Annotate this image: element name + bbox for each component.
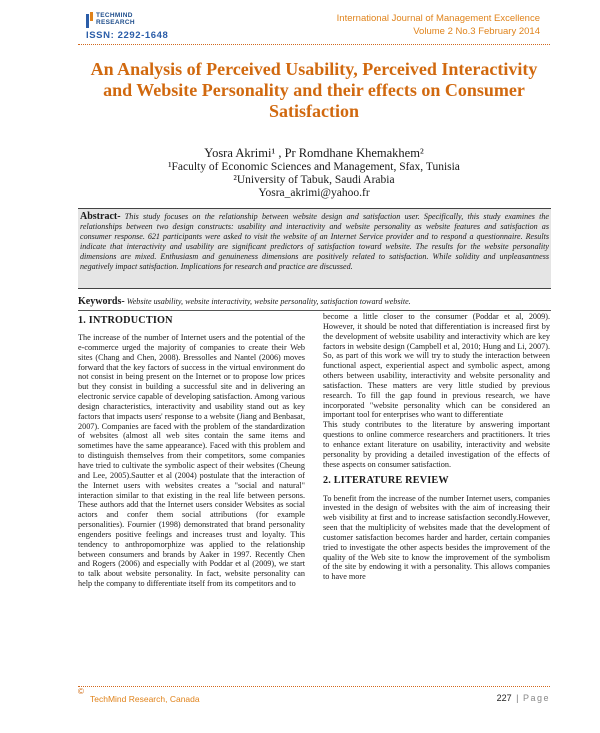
affiliation-1: ¹Faculty of Economic Sciences and Management, Sfax, Tunisia — [168, 161, 460, 173]
abstract-text: This study focuses on the relationship between website design and satisfaction user. Specifically, this study examines the relationships between two design constructs: usability and interactivity and website personality as website features and satisfaction as consumer response. 621 participants were asked to visit the website of an Internet Service provider and to respond a questionnaire. Results indicate that interactivity and usability are significant predictors of satisfaction toward website. The results for the website personality dimensions are mixed. Enthusiasm and genuineness dimensions are positively related to satisfaction. While solidity and unpleasantness negatively impact satisfaction. Implications for research and practice are discussed. — [80, 212, 549, 271]
section-heading-introduction: 1. INTRODUCTION — [78, 315, 173, 326]
right-column — [323, 312, 550, 582]
keywords-divider — [78, 310, 551, 311]
page-header — [0, 0, 600, 46]
journal-info — [337, 12, 540, 38]
page-number — [497, 693, 550, 703]
page-footer — [0, 686, 600, 726]
journal-issue: Volume 2 No.3 February 2014 — [413, 26, 540, 37]
copyright-symbol: © — [78, 687, 84, 696]
author-email: Yosra_akrimi@yahoo.fr — [258, 187, 370, 199]
affiliation-2: ²University of Tabuk, Saudi Arabia — [233, 174, 395, 186]
keywords-text: Website usability, website interactivity, website personality, satisfaction toward website. — [124, 297, 411, 306]
contribution-text: This study contributes to the literature by answering important questions to online commerce researchers and practitioners. It tries to enhance extant literature on usability, interactivity and website personality by providing a detailed investigation of the effects of these aspects on consumer satisfaction. — [323, 420, 550, 469]
page-label: Page — [522, 693, 550, 703]
page-number-value: 227 — [496, 693, 512, 703]
footer-divider — [78, 686, 550, 687]
literature-review-text: To benefit from the increase of the number Internet users, companies invested in the design of websites with the aim of increasing their web visibility at first and to increase satisfaction secondly.However, seen that the multiplicity of websites made that the development of customer satisfaction becomes harder and harder, certain companies tried to investigate the other aspects besides the improvement of the quality of the Web site to know the improvement of the symbolism of the site by endowing it with a personality. This allows companies to have more — [323, 493, 550, 582]
left-column — [78, 312, 305, 589]
introduction-text: The increase of the number of Internet users and the potential of the e-commerce urged the majority of companies to create their Web sites (Chang and Chen, 2008). Bressolles and Nantel (2006) moves forward that the key factors of success in the virtual environment do not consist in being present on the Internet or to propose low prices but they consist in building a successful site and in delivering an electronic service capable of developing satisfaction. Among various design characteristics, interactivity and usability stand out as key factors that impacts users' response to a website (Jiang and Benbasat, 2007). Companies are faced with the problem of the standardization of websites (almost all web sites contain the same items and sometimes have the same appearance). Faced with this problem and to distinguish themselves from their competitors, some companies have tried to cultivate the symbolic aspect of their websites (Cheung and Lee, 2005).Sautter et al (2004) postulate that the interaction of the Internet users with websites creates a "social and natural" interaction similar to that existing in the real life between persons. These authors add that the Internet users consider Websites as social actors and confer them social attributions (for example personalities). Fournier (1998) demonstrated that brand personality engenders positive feelings and increases trust and loyalty. This tendency to anthropomorphize was applied to the relationship between consumers and brands by Aaker in 1997. Recently Chen and Rogers (2006) and especially with Poddar et al (2009), we start to talk about website personality. In fact, website personality can help the company to differentiate itself from its competitors and to — [78, 333, 305, 589]
publisher-name: TechMind Research, Canada — [90, 694, 200, 704]
article-title: An Analysis of Perceived Usability, Perceived Interactivity and Website Personality and their effects on Consumer Satisfaction — [90, 59, 538, 121]
author-block — [78, 147, 550, 200]
section-heading-literature-review: 2. LITERATURE REVIEW — [323, 474, 449, 486]
author-names: Yosra Akrimi¹ , Pr Romdhane Khemakhem² — [204, 146, 424, 160]
introduction-continued-text: become a little closer to the consumer (Poddar et al, 2009). However, it should be noted that differentiation is increased first by the development of website usability and interactivity which are key factors in website design (Campbell et al, 2010; Hung and Li, 2007). So, as part of this work we will try to study the interaction between functional aspect, experiential aspect and symbolic aspect, among others between usability, interactivity and website personality and satisfaction. These matters are very little studied by previous research. To fill the gap found in previous research, we have incorporated "website personality which can be considered an important tool for enterprises who want to differentiate — [323, 312, 550, 420]
logo-text: TECHMIND RESEARCH — [96, 12, 135, 26]
issn-number: ISSN: 2292-1648 — [86, 30, 169, 41]
page-separator: | — [516, 693, 519, 703]
publisher-logo — [86, 12, 176, 42]
header-divider — [78, 44, 550, 45]
keywords-label: Keywords- — [78, 296, 125, 307]
journal-name: International Journal of Management Excellence — [336, 13, 540, 24]
abstract-label: Abstract- — [80, 211, 121, 222]
abstract — [78, 208, 551, 289]
keywords — [78, 296, 551, 307]
